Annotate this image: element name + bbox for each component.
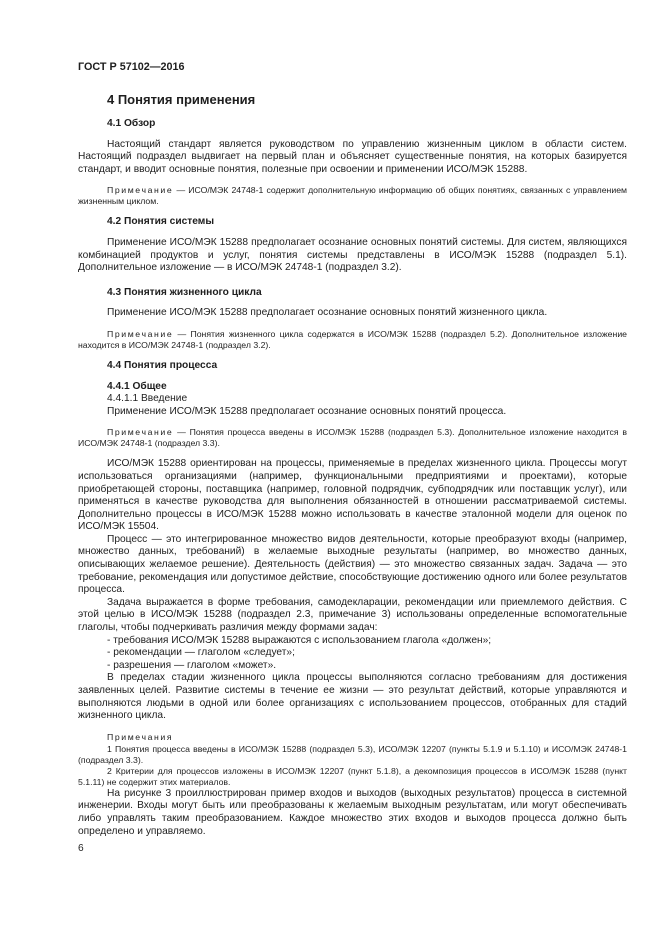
note-text: — Понятия процесса введены в ИСО/МЭК 15288 (подраздел 5.3). Дополнительное изложение находится в ИСО/МЭК 24748-1 (подраздел 3.3). xyxy=(78,427,627,449)
section-4-4-paragraph-4: Задача выражается в форме требования, самодекларации, рекомендации или приемлемого действия. С этой целью в ИСО/МЭК 15288 (подраздел 2.3, примечание 3) использованы определенные вспомогательные глаголы, чтобы подчеркивать различия между формами задач: xyxy=(78,596,627,634)
section-4-4-1-title: 4.4.1 Общее xyxy=(107,380,167,392)
section-4-2-paragraph: Применение ИСО/МЭК 15288 предполагает осознание основных понятий системы. Для систем, являющихся комбинацией продуктов и услуг, понятия системы представлены в ИСО/МЭК 15288 (подраздел 5.1). Дополнительное изложение — в ИСО/МЭК 24748-1 (подраздел 3.2). xyxy=(78,236,627,274)
section-4-4-paragraph-5: В пределах стадии жизненного цикла процессы выполняются согласно требованиям для достижения заявленных целей. Развитие системы в течение ее жизни — это результат действий, которые управляются и выполняются людьми в одной или более организациях с использованием процессов, отобранных для стадий жизненного цикла. xyxy=(78,672,627,722)
section-4-4-paragraph-2: ИСО/МЭК 15288 ориентирован на процессы, применяемые в пределах жизненного цикла. Процессы могут использоваться организациями (например, функциональными предприятиями и проектами), которые приобретающей стороны, поставщика (например, головной подрядчик, субподрядчик или поставщик услуг), или применяться в качестве руководства для выполнения обязанностей в отношении рассматриваемой системы. Дополнительно процессы в ИСО/МЭК 15288 можно использовать в качестве эталонной модели для оценок по ИСО/МЭК 15504. xyxy=(78,458,627,533)
section-4-2-title: 4.2 Понятия системы xyxy=(107,216,215,228)
note-item: 2 Критерии для процессов изложены в ИСО/МЭК 12207 (пункт 5.1.8), а декомпозиция процессов в ИСО/МЭК 15288 (пункт 5.1.11) не содержит этих материалов. xyxy=(78,765,627,787)
notes-label: Примечания xyxy=(107,731,174,742)
list-item: - рекомендации — глаголом «следует»; xyxy=(107,647,295,659)
section-4-title: 4 Понятия применения xyxy=(107,92,256,107)
section-4-1-paragraph: Настоящий стандарт является руководством по управлению жизненным циклом в области систем. Настоящий подраздел выдвигает на первый план и объясняет существенные понятия, на которых базируется стандарт, и вводит основные понятия, полезные при освоении и применении ИСО/МЭК 15288. xyxy=(78,138,627,175)
section-4-4-paragraph-6: На рисунке 3 проиллюстрирован пример входов и выходов (выходных результатов) процесса в системной инженерии. Входы могут быть или преобразованы к желаемым выходным результатам, или могут обеспечивать либо управлять таким преобразованием. Каждое множество этих входов и выходов процесса должно быть определено и управляемо. xyxy=(78,787,627,837)
section-4-4-1-1-title: 4.4.1.1 Введение xyxy=(107,393,188,405)
note-label: Примечание xyxy=(107,185,174,196)
note-text: — ИСО/МЭК 24748-1 содержит дополнительную информацию об общих понятиях, связанных с управлением жизненным циклом. xyxy=(78,185,627,207)
note-text: — Понятия жизненного цикла содержатся в ИСО/МЭК 15288 (подраздел 5.2). Дополнительное изложение находится в ИСО/МЭК 24748-1 (подраздел 3.2). xyxy=(78,328,627,350)
list-item: - требования ИСО/МЭК 15288 выражаются с использованием глагола «должен»; xyxy=(107,634,492,646)
section-4-4-title: 4.4 Понятия процесса xyxy=(107,359,218,371)
section-4-1-title: 4.1 Обзор xyxy=(107,118,156,129)
content-flow xyxy=(78,92,627,838)
standard-header: ГОСТ Р 57102—2016 xyxy=(78,61,185,73)
section-4-4-note xyxy=(78,427,627,449)
note-label: Примечание xyxy=(107,328,174,339)
note-label: Примечание xyxy=(107,427,174,438)
section-4-1-note xyxy=(78,185,627,207)
section-4-4-paragraph-1: Применение ИСО/МЭК 15288 предполагает осознание основных понятий процесса. xyxy=(107,405,507,417)
section-4-4-paragraph-3: Процесс — это интегрированное множество видов деятельности, которые преобразуют входы (например, множество данных, требований) в желаемые выходные результаты (например, во множество данных, описывающих желаемое решение). Деятельность (действия) — это множество связанных задач. Задача — это требование, рекомендация или допустимое действие, способствующие достижению одного или более результатов процесса. xyxy=(78,533,627,596)
section-4-3-paragraph: Применение ИСО/МЭК 15288 предполагает осознание основных понятий жизненного цикла. xyxy=(107,307,548,319)
page-number: 6 xyxy=(78,843,84,854)
section-4-3-note xyxy=(78,329,627,351)
note-item: 1 Понятия процесса введены в ИСО/МЭК 15288 (подраздел 5.3), ИСО/МЭК 12207 (пункты 5.1.9 и 5.1.10) и ИСО/МЭК 24748-1 (подраздел 3.3). xyxy=(78,743,627,765)
list-item: - разрешения — глаголом «может». xyxy=(107,659,277,671)
section-4-3-title: 4.3 Понятия жизненного цикла xyxy=(107,286,262,298)
